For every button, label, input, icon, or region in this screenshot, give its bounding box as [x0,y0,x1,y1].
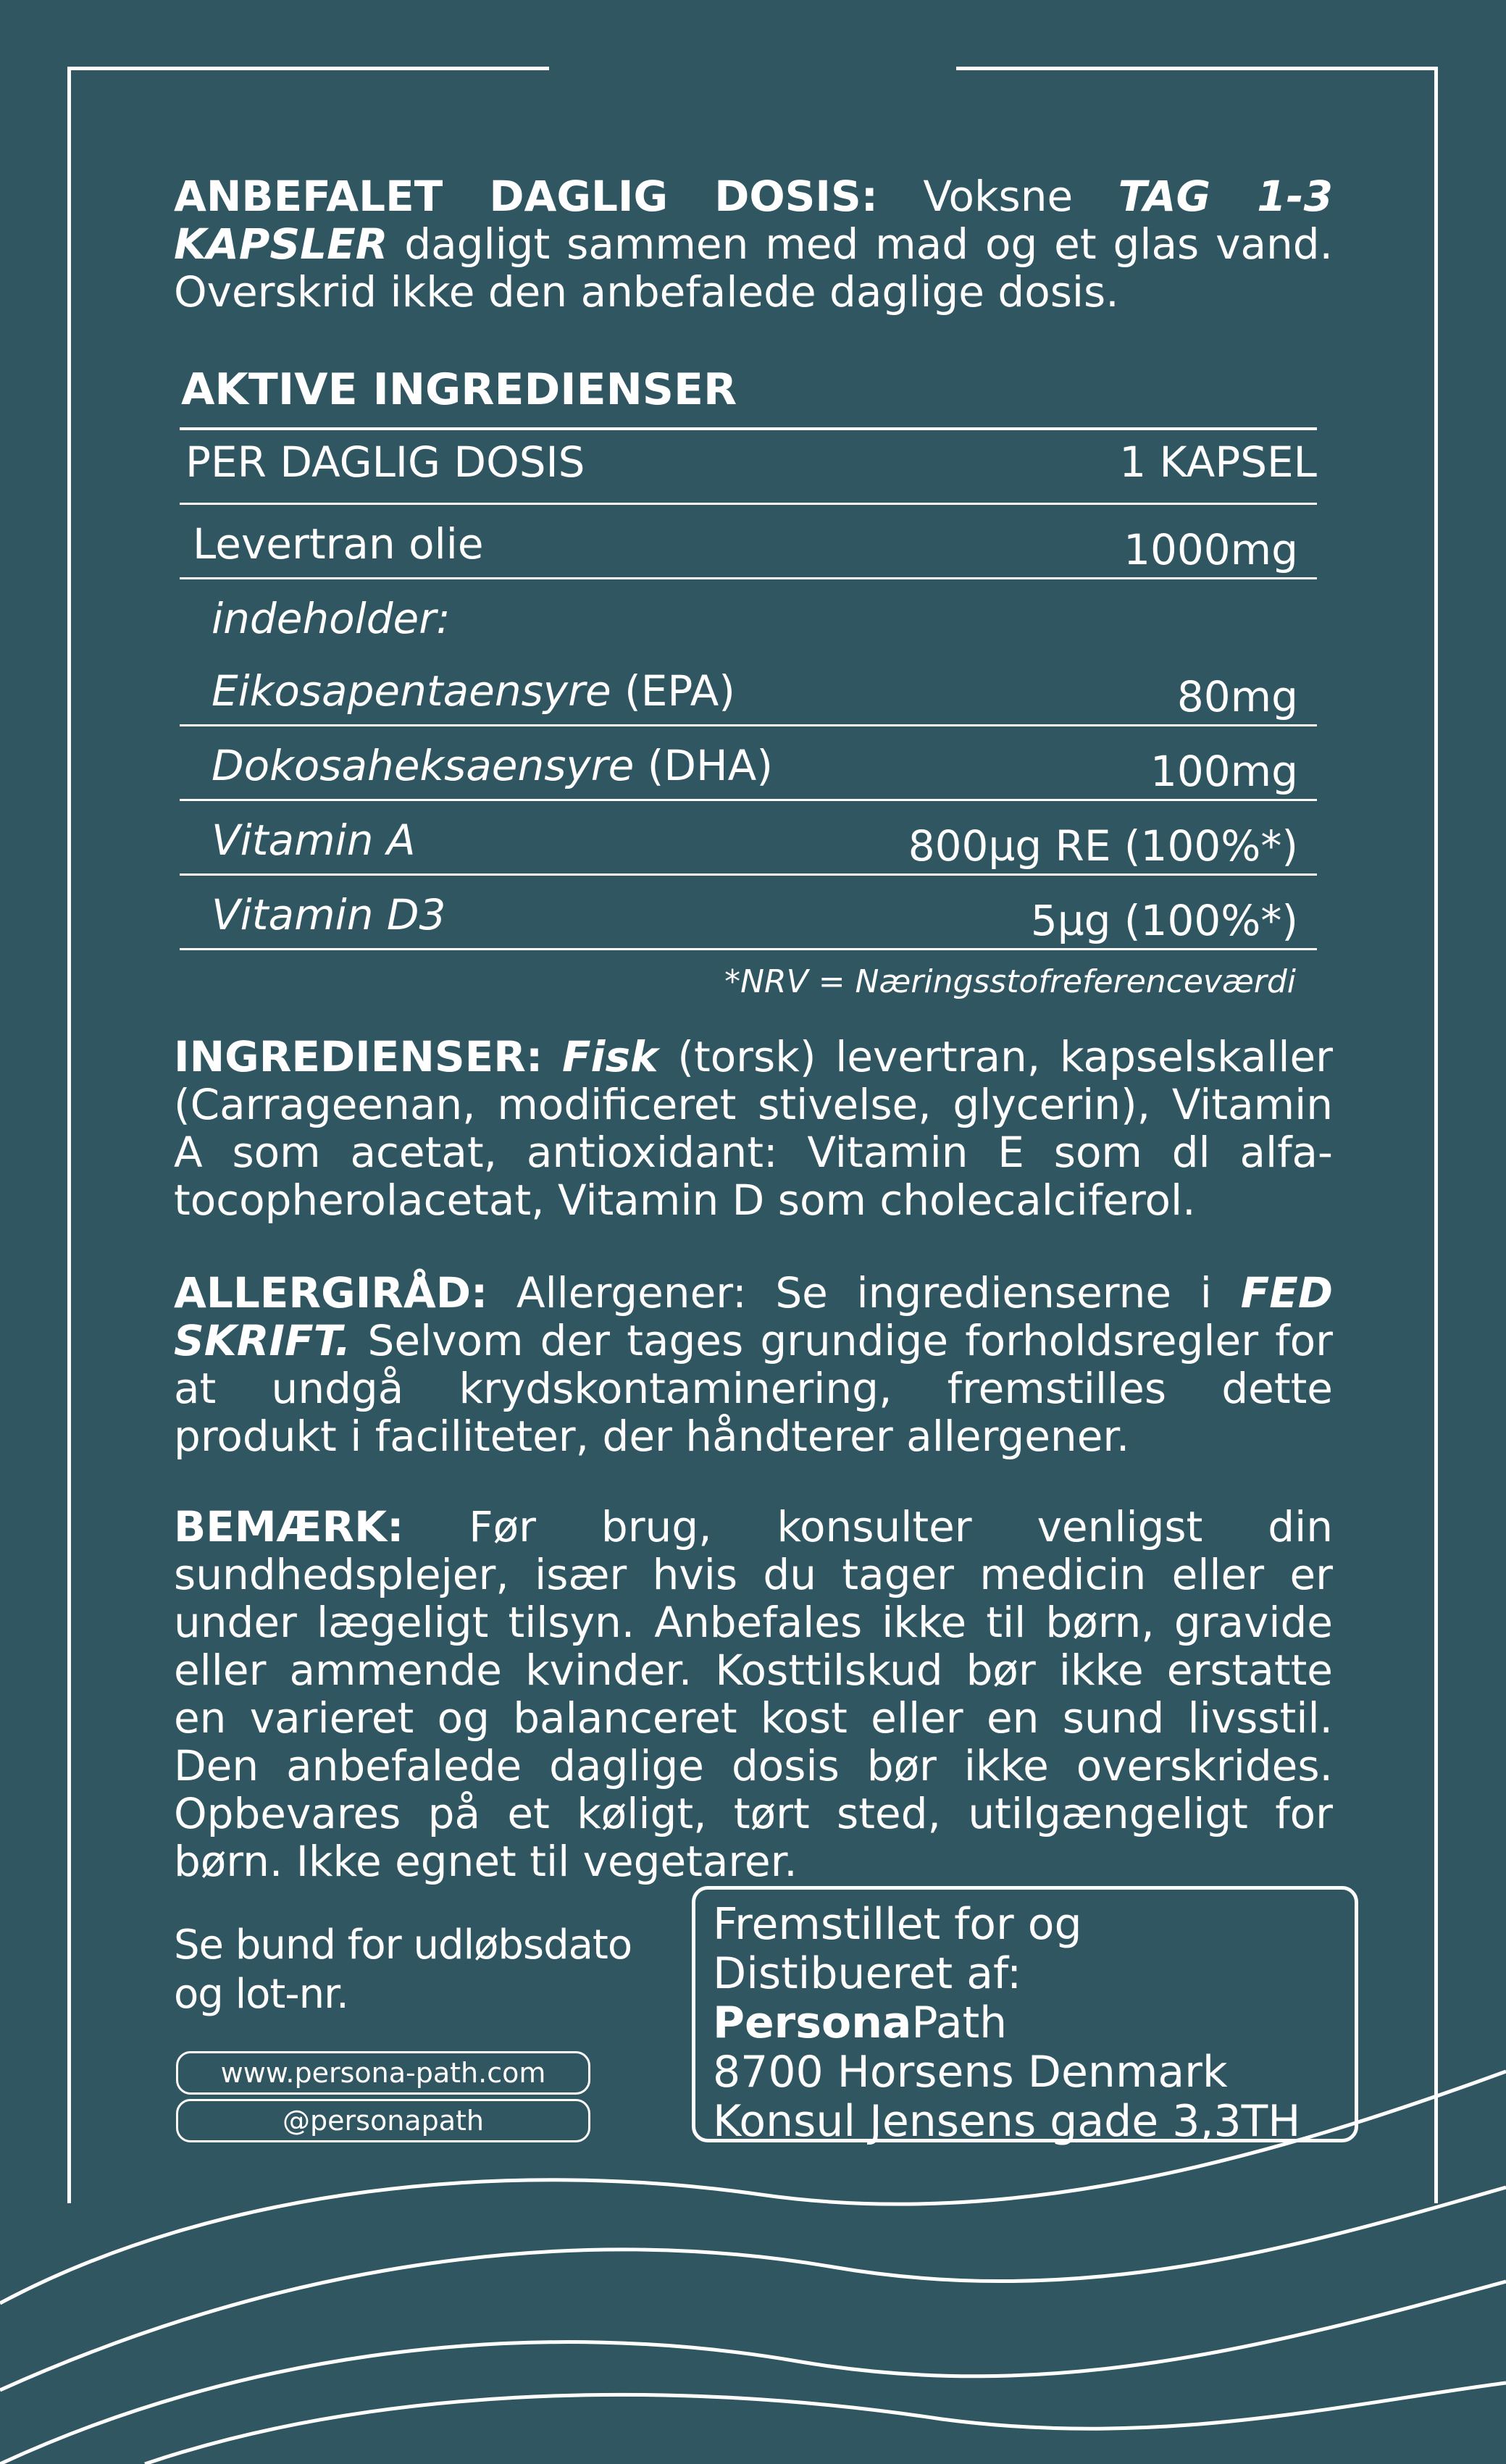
table-row [180,876,1317,950]
expiry-line-2: og lot-nr. [174,1971,348,2018]
row-name: Eikosapentaensyre [212,666,611,716]
table-row [180,652,1317,726]
brand-bold: Persona [713,1998,912,2048]
row-name: Dokosaheksaensyre [212,741,635,790]
row-value: 100mg [1150,747,1298,796]
ingredients-label: INGREDIENSER: [174,1032,543,1081]
row-name: indeholder: [212,594,451,643]
expiry-line-1: Se bund for udløbsdato [174,1922,632,1969]
row-value: 80mg [1176,672,1298,721]
ingredients-allergen: Fisk [561,1032,658,1081]
row-suffix: (EPA) [611,666,735,716]
allergy-label: ALLERGIRÅD: [174,1268,488,1317]
header-value: 1 KAPSEL [1119,437,1317,487]
wave-decoration [0,2042,1506,2464]
note-section [174,1503,1333,1885]
row-name: Vitamin A [212,816,416,865]
row-value: 5µg (100%*) [1030,896,1298,945]
row-name: Vitamin D3 [212,890,446,939]
frame-left-line [67,67,71,2203]
table-header-row [180,430,1317,505]
ingredients-text: (torsk) levertran, kapselskaller (Carrageenan, modificeret stivelse, glycerin), Vitamin A som acetat, antioxidant: Vitamin E som dl alfa-tocopherolacetat, Vitamin D som cholecalciferol. [174,1032,1334,1225]
manufacturer-brand [713,1998,1337,2048]
ingredient-table [180,427,1317,950]
dosage-who: Voksne [877,172,1118,221]
frame-right-line [1434,67,1438,2203]
allergy-text: Allergener: Se ingredienserne i [488,1268,1241,1317]
manufacturer-line-1: Fremstillet for og [713,1899,1082,1950]
table-row [180,726,1317,801]
allergy-section [174,1269,1333,1460]
website-link[interactable]: www.persona-path.com [176,2051,590,2095]
social-handle-link[interactable]: @personapath [176,2099,590,2142]
frame-top-right-line [956,67,1438,70]
ingredients-section [174,1033,1333,1224]
header-name: PER DAGLIG DOSIS [185,437,585,487]
active-ingredients-title: AKTIVE INGREDIENSER [181,364,737,415]
row-value: 800µg RE (100%*) [908,821,1298,871]
brand-rest: Path [911,1998,1008,2048]
expiry-note [174,1921,632,2019]
manufacturer-street: Konsul Jensens gade 3,3TH [713,2096,1301,2147]
row-value: 1000mg [1124,525,1298,574]
dosage-label: ANBEFALET DAGLIG DOSIS: [174,172,878,221]
frame-top-left-line [67,67,549,70]
note-label: BEMÆRK: [174,1502,404,1551]
table-row [180,801,1317,876]
allergy-text-2: Selvom der tages grundige forholdsregler for at undgå krydskontaminering, fremstilles dette produkt i faciliteter, der håndterer allergener. [174,1316,1333,1461]
dosage-amount: TAG 1-3 KAPSLER [174,172,1333,269]
table-row [180,505,1317,579]
manufacturer-line-2: Distibueret af: [713,1948,1022,1999]
row-name: Levertran olie [193,519,484,569]
table-row [180,579,1317,652]
row-suffix: (DHA) [634,741,773,790]
note-text: Før brug, konsulter venligst din sundhedsplejer, især hvis du tager medicin eller er under lægeligt tilsyn. Anbefales ikke til børn, gravide eller ammende kvinder. Kosttilskud bør ikke erstatte en varieret og balanceret kost eller en sund livsstil. Den anbefalede daglige dosis bør ikke overskrides. Opbevares på et køligt, tørt sted, utilgængeligt for børn. Ikke egnet til vegetarer. [174,1502,1333,1886]
allergy-bold: FED SKRIFT. [174,1268,1333,1365]
nrv-footnote: *NRV = Næringsstofreferenceværdi [724,963,1296,1000]
manufacturer-city: 8700 Horsens Denmark [713,2047,1228,2098]
dosage-text: dagligt sammen med mad og et glas vand. Overskrid ikke den anbefalede daglige dosis. [174,219,1333,317]
dosage-section [174,172,1333,316]
